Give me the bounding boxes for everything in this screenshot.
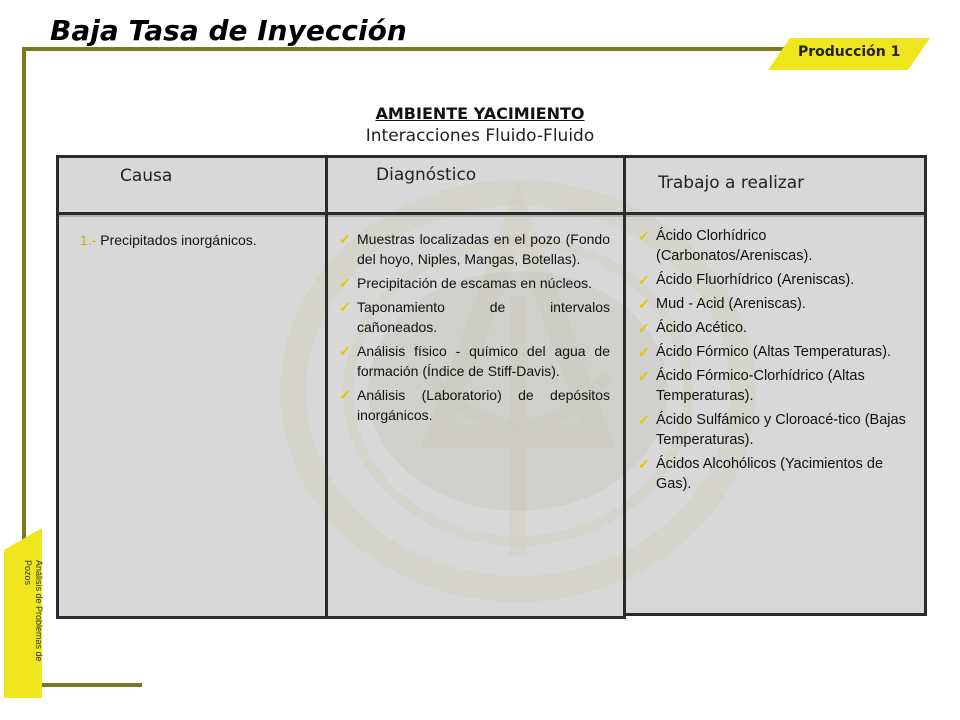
list-item bbox=[339, 273, 610, 293]
section-subheading: Interacciones Fluido-Fluido bbox=[365, 126, 595, 146]
trabajo-item-text: Ácido Fluorhídrico (Areniscas). bbox=[656, 272, 855, 288]
diagnostico-item-text: Análisis físico - químico del agua de formación (Índice de Stiff-Davis). bbox=[357, 343, 610, 379]
list-item bbox=[638, 366, 908, 406]
trabajo-list bbox=[638, 226, 908, 498]
trabajo-item-text: Ácidos Alcohólicos (Yacimientos de Gas). bbox=[656, 456, 884, 492]
list-item bbox=[638, 270, 908, 290]
list-item bbox=[638, 318, 908, 338]
check-icon: ✓ bbox=[638, 344, 650, 360]
side-tab-label: Análisis de Problemas de Pozos bbox=[23, 560, 44, 662]
check-icon: ✓ bbox=[638, 412, 650, 428]
check-icon: ✓ bbox=[339, 387, 351, 403]
trabajo-item-text: Ácido Clorhídrico (Carbonatos/Areniscas). bbox=[656, 228, 813, 264]
check-icon: ✓ bbox=[638, 368, 650, 384]
trabajo-item-text: Ácido Sulfámico y Cloroacé-tico (Bajas Temperaturas). bbox=[656, 412, 906, 448]
list-item bbox=[638, 226, 908, 266]
trabajo-item-text: Ácido Fórmico (Altas Temperaturas). bbox=[656, 344, 892, 360]
causa-item bbox=[80, 230, 310, 250]
section-heading: AMBIENTE YACIMIENTO bbox=[375, 104, 585, 123]
page-title: Baja Tasa de Inyección bbox=[50, 14, 407, 47]
check-icon: ✓ bbox=[638, 272, 650, 288]
diagnostico-item-text: Muestras localizadas en el pozo (Fondo del hoyo, Niples, Mangas, Botellas). bbox=[357, 231, 610, 267]
causa-header: Causa bbox=[120, 166, 173, 186]
section-tab-label: Producción 1 bbox=[798, 44, 901, 60]
trabajo-item-text: Ácido Acético. bbox=[656, 320, 748, 336]
trabajo-item-text: Mud - Acid (Areniscas). bbox=[656, 296, 806, 312]
diagnostico-list bbox=[339, 229, 610, 429]
list-item bbox=[638, 454, 908, 494]
check-icon: ✓ bbox=[638, 228, 650, 244]
causa-body-cell bbox=[56, 212, 328, 619]
causa-text: Precipitados inorgánicos. bbox=[100, 232, 257, 248]
causa-header-cell bbox=[56, 155, 328, 217]
causa-number: 1.- bbox=[80, 232, 97, 248]
trabajo-item-text: Ácido Fórmico-Clorhídrico (Altas Temperaturas). bbox=[656, 368, 865, 404]
top-rule bbox=[22, 47, 812, 51]
check-icon: ✓ bbox=[638, 320, 650, 336]
check-icon: ✓ bbox=[638, 456, 650, 472]
check-icon: ✓ bbox=[339, 343, 351, 359]
diagnostico-header: Diagnóstico bbox=[376, 165, 477, 185]
list-item bbox=[339, 385, 610, 425]
check-icon: ✓ bbox=[339, 299, 351, 315]
list-item bbox=[638, 294, 908, 314]
list-item bbox=[339, 341, 610, 381]
check-icon: ✓ bbox=[339, 275, 351, 291]
check-icon: ✓ bbox=[638, 296, 650, 312]
list-item bbox=[339, 229, 610, 269]
list-item bbox=[638, 342, 908, 362]
list-item bbox=[638, 410, 908, 450]
list-item bbox=[339, 297, 610, 337]
diagnostico-item-text: Taponamiento de intervalos cañoneados. bbox=[357, 299, 610, 335]
trabajo-header: Trabajo a realizar bbox=[658, 173, 805, 193]
diagnostico-item-text: Precipitación de escamas en núcleos. bbox=[357, 275, 593, 291]
diagnostico-item-text: Análisis (Laboratorio) de depósitos inorgánicos. bbox=[357, 387, 610, 423]
check-icon: ✓ bbox=[339, 231, 351, 247]
